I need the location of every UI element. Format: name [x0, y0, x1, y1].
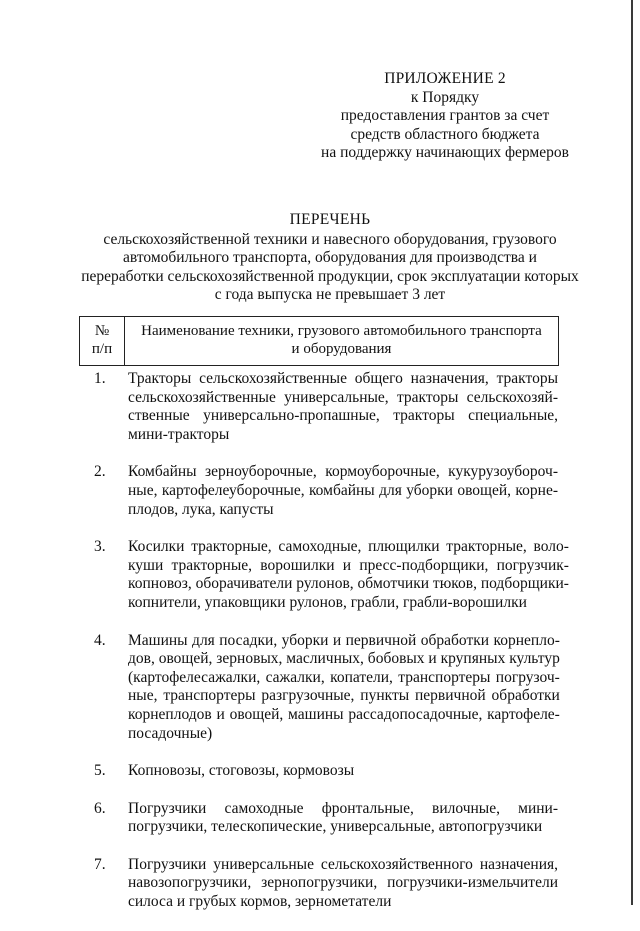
list-item-number: 2.	[94, 463, 106, 481]
table-header-name-line: и оборудования	[291, 341, 392, 357]
heading-title: ПЕРЕЧЕНЬ	[289, 211, 371, 228]
list-item-number: 4.	[94, 631, 106, 649]
appendix-line: предоставления грантов за счет	[340, 107, 550, 124]
heading-line: сельскохозяйственной техники и навесного оборудования, грузового	[103, 230, 557, 248]
list-item-line: Погрузчики самоходные фронтальные, вилочные, мини-	[128, 799, 558, 817]
appendix-line: на поддержку начинающих фермеров	[321, 144, 569, 161]
appendix-block	[300, 70, 590, 163]
scan-edge-line	[631, 0, 633, 905]
table-header-name-cell	[125, 317, 558, 365]
appendix-line: средств областного бюджета	[350, 125, 540, 143]
list-item-text	[128, 538, 569, 612]
list-item-line: Машины для посадки, уборки и первичной обработки корнепло-	[128, 631, 560, 649]
document-heading	[70, 211, 590, 305]
list-item-number: 6.	[94, 799, 106, 817]
list-item	[94, 538, 569, 612]
list-item-number: 7.	[94, 855, 106, 873]
list-item-line: куши тракторные, ворошилки и пресс-подборщики, погрузчик-	[128, 556, 569, 574]
list-item	[94, 463, 558, 519]
appendix-line: к Порядку	[410, 88, 480, 106]
table-header-number-line: №	[94, 323, 110, 339]
list-item-line: плодов, лука, капусты	[128, 500, 274, 518]
list-item-line: ные, транспортеры разгрузочные, пункты первичной обработки	[128, 687, 560, 705]
list-item-line: Погрузчики универсальные сельскохозяйственного назначения,	[128, 855, 558, 873]
list-item-line: дов, овощей, зерновых, масличных, бобовых и крупяных культур	[128, 650, 560, 668]
list-item	[94, 370, 558, 444]
appendix-title: ПРИЛОЖЕНИЕ 2	[384, 70, 506, 87]
list-item-line: ственные универсально-пропашные, тракторы специальные,	[128, 407, 558, 425]
table-header-number-line: п/п	[91, 341, 113, 357]
list-item-text	[128, 762, 558, 781]
heading-line: переработки сельскохозяйственной продукции, срок эксплуатации которых	[81, 267, 579, 285]
list-item-line: (картофелесажалки, сажалки, копатели, транспортеры погрузоч-	[128, 668, 560, 686]
list-item-text	[128, 632, 560, 744]
list-item-text	[128, 370, 558, 444]
list-item-text	[128, 856, 558, 912]
list-item-line: Комбайны зерноуборочные, кормоуборочные, кукурузоубороч-	[128, 463, 558, 481]
list-item-line: копновоз, оборачиватели рулонов, обмотчики тюков, подборщики-	[128, 575, 569, 593]
list-item-line: навозопогрузчики, зернопогрузчики, погрузчики-измельчители	[128, 874, 558, 892]
equipment-list	[94, 370, 569, 931]
list-item-number: 5.	[94, 762, 106, 780]
list-item-line: ные, картофелеуборочные, комбайны для уборки овощей, корне-	[128, 481, 558, 499]
list-item-number: 3.	[94, 538, 106, 556]
list-item	[94, 800, 558, 837]
list-item-line: мини-тракторы	[128, 425, 230, 443]
list-item-line: Косилки тракторные, самоходные, плющилки тракторные, воло-	[128, 538, 569, 556]
list-item	[94, 632, 558, 744]
list-item-line: погрузчики, телескопические, универсальные, автопогрузчики	[128, 818, 543, 836]
list-item-number: 1.	[94, 370, 106, 387]
list-item-text	[128, 800, 558, 837]
list-item-line: сельскохозяйственные универсальные, тракторы сельскохозяй-	[128, 388, 558, 406]
table-header-name-line: Наименование техники, грузового автомобильного транспорта	[141, 323, 542, 339]
list-item-line: Копновозы, стоговозы, кормовозы	[128, 762, 355, 780]
list-item-line: корнеплодов и овощей, машины рассадопосадочные, картофеле-	[128, 705, 560, 723]
list-item	[94, 856, 558, 912]
heading-line: автомобильного транспорта, оборудования для производства и	[123, 249, 537, 266]
list-item-line: Тракторы сельскохозяйственные общего назначения, тракторы	[128, 370, 558, 387]
list-item-line: посадочные)	[128, 724, 213, 742]
heading-line: с года выпуска не превышает 3 лет	[214, 286, 446, 303]
list-item-line: силоса и грубых кормов, зернометатели	[128, 893, 392, 911]
table-header	[79, 316, 559, 366]
table-header-number-cell	[80, 317, 125, 365]
list-item	[94, 762, 558, 781]
list-item-text	[128, 463, 558, 519]
list-item-line: копнители, упаковщики рулонов, грабли, грабли-ворошилки	[128, 593, 527, 611]
